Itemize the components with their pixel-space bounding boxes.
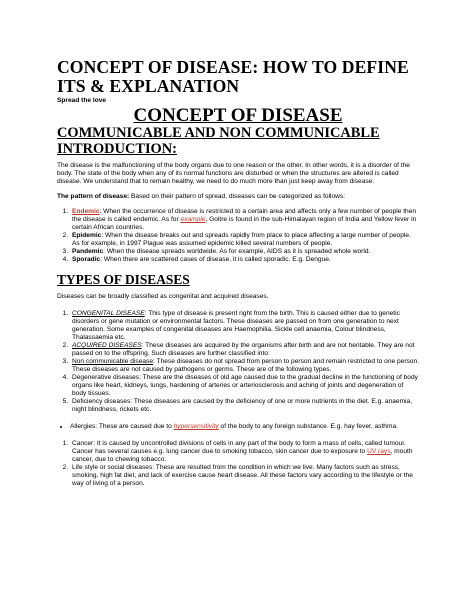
term-degenerative: Degenerative diseases bbox=[72, 374, 140, 382]
types-intro: Diseases can be broadly classified as congenital and acquired diseases. bbox=[57, 293, 269, 301]
list-item bbox=[70, 464, 419, 488]
byline: Spread the love bbox=[57, 97, 107, 104]
list-item bbox=[70, 374, 419, 398]
pattern-text: Based on their pattern of spread, diseases can be categorized as follows: bbox=[129, 193, 346, 201]
hypersensitivity-link[interactable]: hypersensitivity bbox=[173, 423, 219, 431]
term-deficiency: Deficiency diseases bbox=[72, 398, 131, 406]
types-heading: TYPES OF DISEASES bbox=[57, 272, 190, 288]
list-item bbox=[70, 358, 419, 374]
term-pandemic: Pandemic bbox=[72, 248, 104, 256]
item-text: , Goitre is found in the sub-Himalayan region of India and Yellow fever in certain African countries. bbox=[72, 216, 417, 232]
uv-rays-link[interactable]: UV rays bbox=[367, 448, 391, 456]
item-text: : These diseases do not spread from person to person and remain restricted to one person. These diseases are not caused by pathogens or germs. These are of the following types. bbox=[72, 358, 419, 374]
term-epidemic: Epidemic bbox=[72, 232, 102, 240]
list-item bbox=[70, 398, 419, 414]
list-item bbox=[70, 440, 419, 464]
item-text: : This type of disease is present right from the birth. This is caused either due to genetic disorders or gene mutation or environmental factors. These diseases are passed on from one generation to next generation. Some examples of congenital diseases are Haemophilia, Sickle cell anaemia, Colour blindness, Thalassaemia etc. bbox=[72, 310, 400, 342]
item-text: : When the disease breaks out and spreads rapidly from place to place affecting a large number of people. As for example, in 1997 Plague was assumed epidemic killed several numbers of people. bbox=[72, 232, 411, 248]
item-text: : These diseases are acquired by the organisms after birth and are not heritable. They are not passed on to the offspring. Such diseases are further classified into: bbox=[72, 342, 415, 358]
term-congenital: CONGENITAL DISEASE bbox=[72, 310, 145, 318]
item-text: Allergies: These are caused due to bbox=[70, 423, 174, 431]
list-item bbox=[70, 248, 419, 256]
item-text: , mouth cancer, due to chewing tobacco. bbox=[72, 448, 413, 464]
section-subheading: COMMUNICABLE AND NON COMMUNICABLE INTRODUCTION: bbox=[57, 125, 380, 157]
intro-paragraph: The disease is the malfunctioning of the body organs due to one reason or the other. In other words, it is a disorder of the body. The state of the body when any of its normal functions are disturbed or when the structures are altered is called disease. We understand that to remain healthy, we need to do much more than just keep away from disease. bbox=[57, 162, 410, 186]
pattern-label: The pattern of disease: bbox=[57, 193, 130, 201]
final-list bbox=[57, 440, 419, 488]
list-item bbox=[70, 342, 419, 358]
document-title: CONCEPT OF DISEASE: HOW TO DEFINE ITS & EXPLANATION bbox=[57, 57, 409, 96]
pattern-paragraph bbox=[57, 193, 419, 201]
item-text: Cancer: It is caused by uncontrolled divisions of cells in any part of the body to form a mass of cells, called tumour. Cancer has several causes e.g. lung cancer due to smoking tobacco, skin cancer due to exposure to bbox=[72, 440, 406, 456]
document-page bbox=[57, 58, 419, 488]
item-text: : These diseases are caused by the deficiency of one or more nutrients in the diet. E.g. anaemia, night blindness, rickets etc. bbox=[72, 398, 413, 414]
term-endemic[interactable]: Endemic bbox=[72, 208, 100, 216]
allergies-list bbox=[57, 423, 419, 431]
term-sporadic: Sporadic bbox=[72, 256, 101, 264]
list-item bbox=[70, 423, 419, 431]
list-item bbox=[70, 232, 419, 248]
item-text: Life style or social diseases: These are resulted from the condition in which we live. Many factors such as stress, smoking, high fat diet, and lack of exercise cause heart disease. All these factors vary according to the lifestyle or the way of living of a person. bbox=[72, 464, 413, 488]
item-text: : When there are scattered cases of disease, it is called sporadic. E.g. Dengue. bbox=[100, 256, 331, 264]
term-acquired: ACQUIRED DISEASES bbox=[72, 342, 142, 350]
item-text: : When the occurrence of disease is restricted to a certain area and affects only a few number of people then the disease is called endemic. As for bbox=[72, 208, 417, 224]
pattern-list bbox=[57, 208, 419, 264]
types-list bbox=[57, 310, 419, 414]
item-text: : These are the diseases of old age caused due to the gradual decline in the functioning of body organs like heart, kidneys, lungs, hardening of arteries or arteriosclerosis and aching of joints and degeneration of body tissues. bbox=[72, 374, 418, 398]
list-item bbox=[70, 208, 419, 232]
example-link[interactable]: example bbox=[180, 216, 206, 224]
list-item bbox=[70, 256, 419, 264]
list-item bbox=[70, 310, 419, 342]
item-text: of the body to any foreign substance. E.g. hay fever, asthma. bbox=[218, 423, 398, 431]
section-heading: CONCEPT OF DISEASE bbox=[133, 105, 343, 126]
item-text: : When the disease spreads worldwide. As for example, AIDS as it is spreaded whole world. bbox=[103, 248, 371, 256]
term-non-communicable: Non communicable disease bbox=[72, 358, 153, 366]
